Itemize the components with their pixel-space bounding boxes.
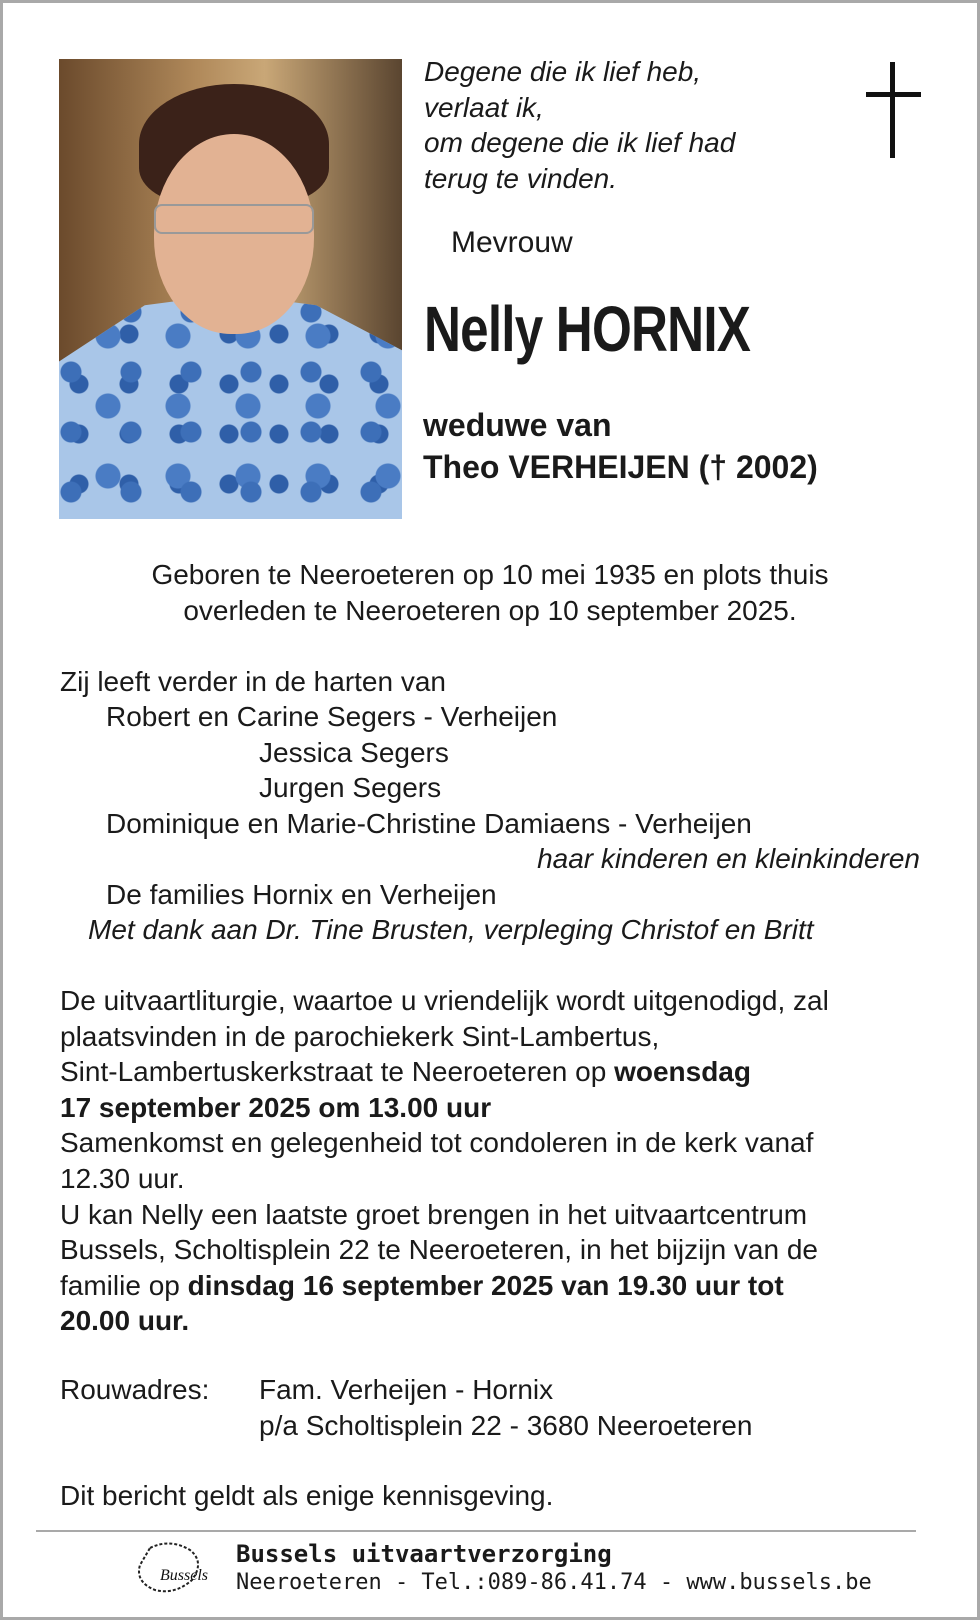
mourner-line: Robert en Carine Segers - Verheijen xyxy=(106,701,558,732)
funeral-line: De uitvaartliturgie, waartoe u vriendelijk wordt uitgenodigd, zal xyxy=(60,985,829,1016)
divider xyxy=(36,1530,916,1532)
spouse-name: Theo VERHEIJEN († 2002) xyxy=(423,449,818,485)
portrait-photo xyxy=(59,59,402,519)
funeral-line: U kan Nelly een laatste groet brengen in het uitvaartcentrum xyxy=(60,1198,808,1230)
svg-text:Bussels: Bussels xyxy=(160,1567,208,1584)
address-line: Fam. Verheijen - Hornix xyxy=(259,1374,554,1405)
title: Mevrouw xyxy=(451,226,573,259)
funeral-day: woensdag xyxy=(614,1056,751,1088)
spouse-block xyxy=(423,404,818,488)
poem-line: terug te vinden. xyxy=(424,162,618,194)
birth-death xyxy=(0,557,980,628)
mourner-line: Jurgen Segers xyxy=(259,772,442,803)
mourner-line: Jessica Segers xyxy=(259,737,449,768)
mourners-intro: Zij leeft verder in de harten van xyxy=(60,666,446,697)
bussels-logo xyxy=(130,1540,222,1598)
funeral-info xyxy=(60,983,829,1339)
funeral-line: Bussels, Scholtisplein 22 te Neeroeteren, in het bijzijn van de xyxy=(60,1234,818,1266)
mourner-line: Dominique en Marie-Christine Damiaens - Verheijen xyxy=(106,808,752,839)
visitation-end: 20.00 uur. xyxy=(60,1305,190,1337)
widow-of-label: weduwe van xyxy=(423,407,612,443)
funeral-datetime: 17 september 2025 om 13.00 uur xyxy=(60,1091,492,1123)
poem-line: verlaat ik, xyxy=(424,91,544,123)
funeral-line: plaatsvinden in de parochiekerk Sint-Lambertus, xyxy=(60,1020,660,1052)
notice: Dit bericht geldt als enige kennisgeving. xyxy=(60,1480,554,1511)
birth-line: Geboren te Neeroeteren op 10 mei 1935 en plots thuis xyxy=(151,559,829,590)
poem-line: Degene die ik lief heb, xyxy=(424,56,702,87)
death-line: overleden te Neeroeteren op 10 september 2025. xyxy=(183,594,797,626)
visitation-datetime: dinsdag 16 september 2025 van 19.30 uur tot xyxy=(187,1269,784,1301)
funeral-line: Samenkomst en gelegenheid tot condoleren in de kerk vanaf xyxy=(60,1127,814,1159)
deceased-name: Nelly HORNIX xyxy=(424,293,751,365)
families-line: De families Hornix en Verheijen xyxy=(106,879,497,910)
company-contact: Neeroeteren - Tel.:089-86.41.74 - www.bussels.be xyxy=(236,1570,872,1595)
poem xyxy=(424,54,735,196)
poem-line: om degene die ik lief had xyxy=(424,127,736,159)
mourners-caption: haar kinderen en kleinkinderen xyxy=(537,843,920,874)
company-name: Bussels uitvaartverzorging xyxy=(236,1540,612,1568)
funeral-line: Sint-Lambertuskerkstraat te Neeroeteren op xyxy=(60,1056,615,1088)
funeral-line: 12.30 uur. xyxy=(60,1162,185,1194)
thanks-line: Met dank aan Dr. Tine Brusten, verpleging Christof en Britt xyxy=(88,914,814,945)
address-label: Rouwadres: xyxy=(60,1374,210,1405)
funeral-line: familie op xyxy=(60,1269,188,1301)
address-line: p/a Scholtisplein 22 - 3680 Neeroeteren xyxy=(259,1410,753,1441)
